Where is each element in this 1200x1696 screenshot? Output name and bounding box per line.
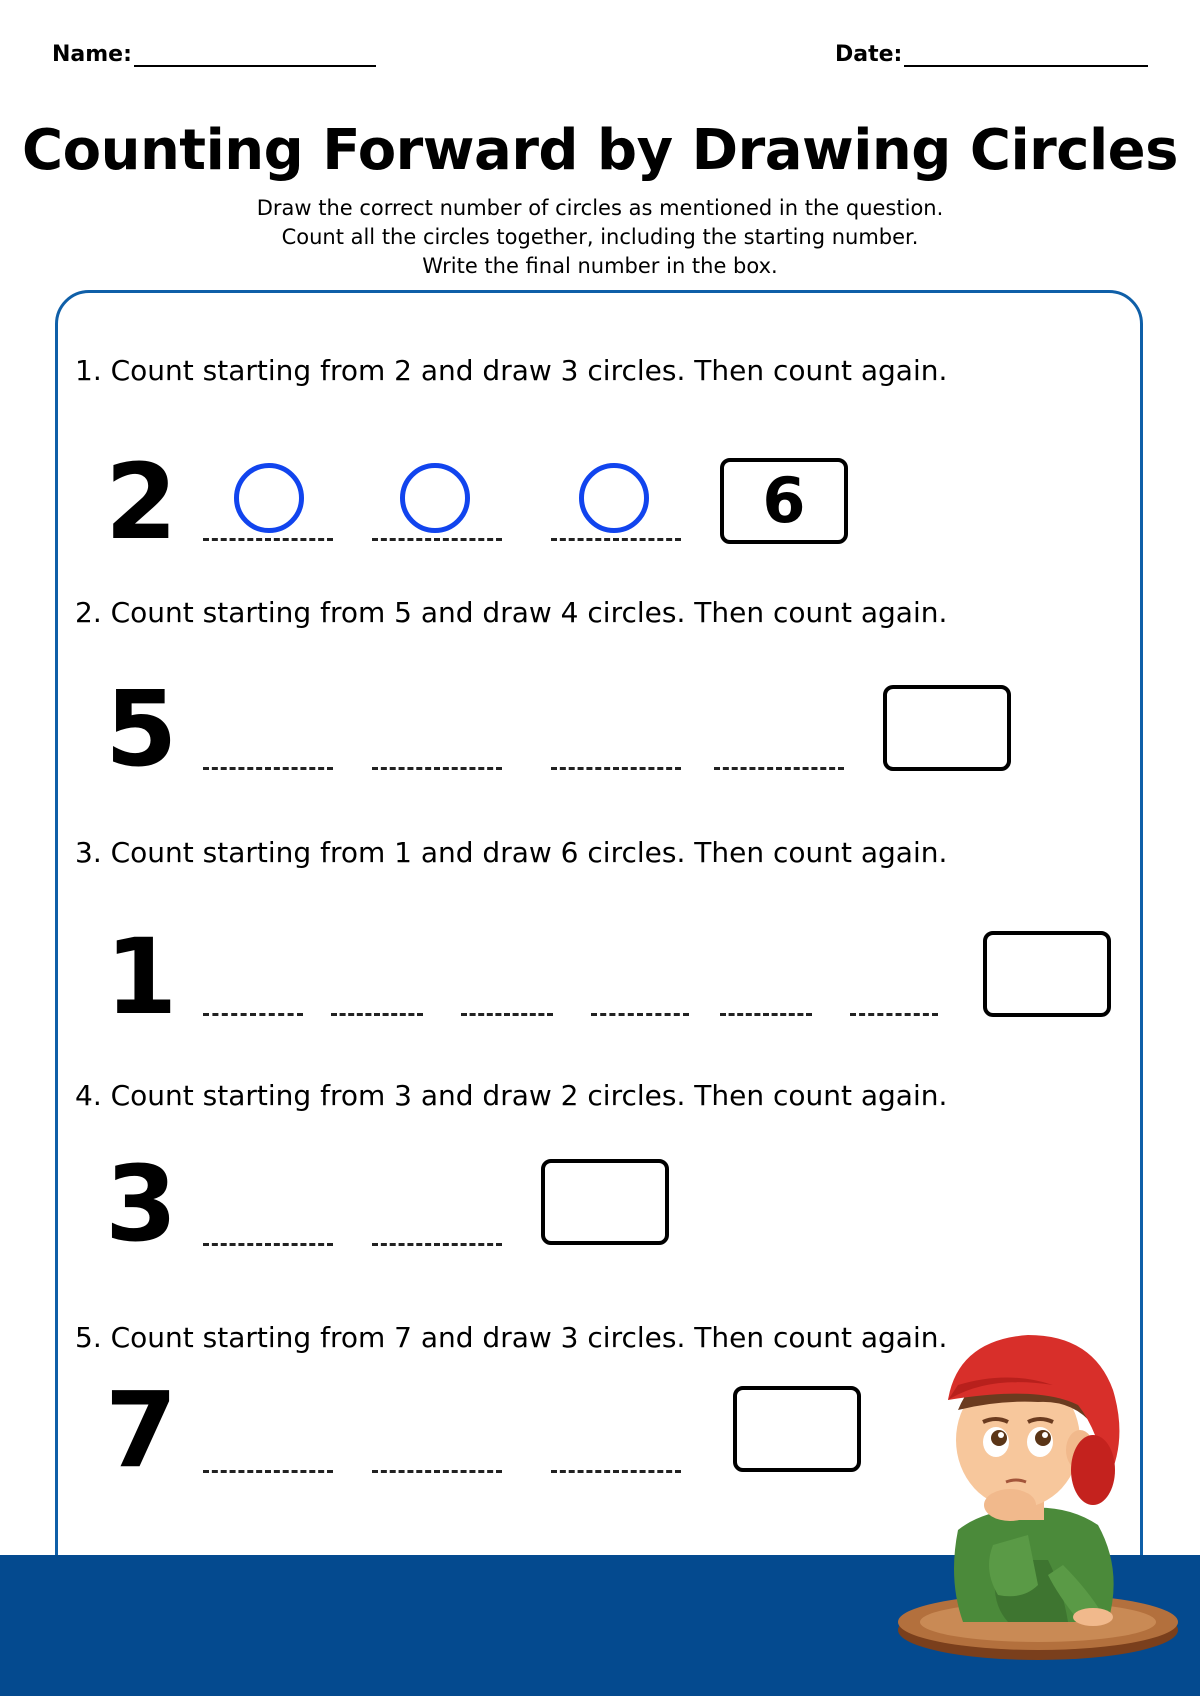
thinking-boy-illustration	[888, 1330, 1200, 1670]
question-1-circle	[400, 463, 470, 533]
question-3-text: 3. Count starting from 1 and draw 6 circles. Then count again.	[75, 836, 948, 869]
instruction-3: Write the final number in the box.	[422, 254, 778, 278]
question-1-answer-box[interactable]: 6	[720, 458, 848, 544]
instruction-2: Count all the circles together, including the starting number.	[281, 225, 919, 249]
question-2-blank[interactable]	[203, 767, 333, 770]
question-5-blank[interactable]	[203, 1470, 333, 1473]
question-3-blank[interactable]	[591, 1013, 689, 1016]
instruction-1: Draw the correct number of circles as mentioned in the question.	[256, 196, 944, 220]
question-4-blank[interactable]	[203, 1243, 333, 1246]
question-3-blank[interactable]	[720, 1013, 812, 1016]
date-line[interactable]	[904, 43, 1148, 67]
question-4-blank[interactable]	[372, 1243, 502, 1246]
question-5-answer-box[interactable]	[733, 1386, 861, 1472]
name-line[interactable]	[134, 43, 376, 67]
question-5-text: 5. Count starting from 7 and draw 3 circles. Then count again.	[75, 1321, 948, 1354]
question-5-start-number: 7	[105, 1369, 178, 1491]
question-1-start-number: 2	[105, 441, 178, 563]
question-5-blank[interactable]	[551, 1470, 681, 1473]
question-3-blank[interactable]	[461, 1013, 553, 1016]
question-1-blank[interactable]	[372, 538, 502, 541]
page-title: Counting Forward by Drawing Circles	[22, 118, 1178, 183]
question-3-start-number: 1	[105, 916, 178, 1038]
question-2-answer-box[interactable]	[883, 685, 1011, 771]
question-2-blank[interactable]	[714, 767, 844, 770]
question-2-blank[interactable]	[372, 767, 502, 770]
question-1-circle	[579, 463, 649, 533]
question-1-circle	[234, 463, 304, 533]
name-field[interactable]	[52, 42, 376, 67]
question-1-text: 1. Count starting from 2 and draw 3 circles. Then count again.	[75, 354, 948, 387]
question-3-blank[interactable]	[331, 1013, 423, 1016]
question-4-start-number: 3	[105, 1143, 178, 1265]
date-field[interactable]	[835, 42, 1148, 67]
question-1-blank[interactable]	[203, 538, 333, 541]
question-2-start-number: 5	[105, 668, 178, 790]
question-3-blank[interactable]	[850, 1013, 938, 1016]
question-4-text: 4. Count starting from 3 and draw 2 circles. Then count again.	[75, 1079, 948, 1112]
date-label: Date:	[835, 42, 903, 67]
question-1-blank[interactable]	[551, 538, 681, 541]
question-2-blank[interactable]	[551, 767, 681, 770]
question-4-answer-box[interactable]	[541, 1159, 669, 1245]
question-3-answer-box[interactable]	[983, 931, 1111, 1017]
question-2-text: 2. Count starting from 5 and draw 4 circles. Then count again.	[75, 596, 948, 629]
name-label: Name:	[52, 42, 132, 67]
question-3-blank[interactable]	[203, 1013, 303, 1016]
question-5-blank[interactable]	[372, 1470, 502, 1473]
